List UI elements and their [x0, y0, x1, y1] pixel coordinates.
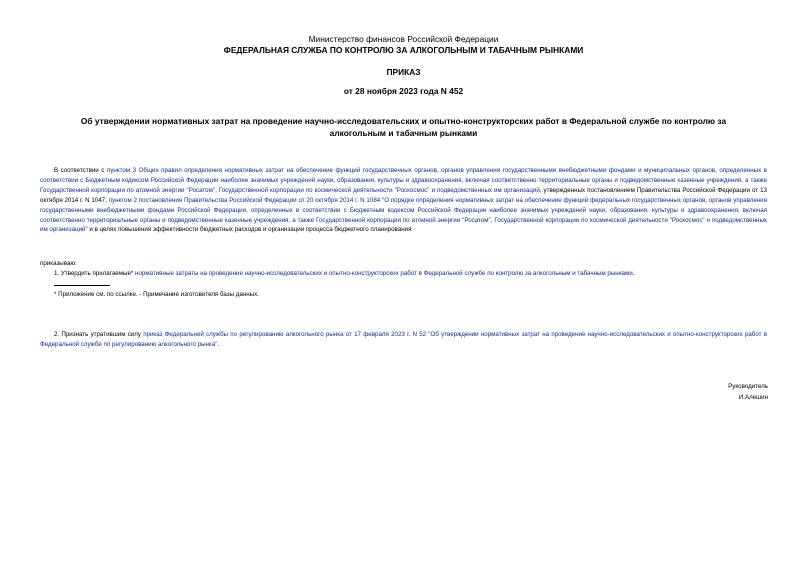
document-date-number: от 28 ноября 2023 года N 452 — [343, 86, 464, 96]
signature-position: Руководитель — [728, 383, 768, 390]
preamble-mid: , утвержденных постановлением Правительства Российской Федерации от 13 октября 2014 г. N 1047, — [40, 186, 767, 204]
preamble-tail: и в целях повышения эффективности бюджетных расходов и организации процесса бюджетного планирования — [87, 226, 412, 234]
item-1-lead: 1. Утвердить прилагаемые* — [54, 270, 136, 277]
service-name: ФЕДЕРАЛЬНАЯ СЛУЖБА ПО КОНТРОЛЮ ЗА АЛКОГОЛЬНЫМ И ТАБАЧНЫМ РЫНКАМИ — [223, 45, 584, 55]
item-2-lead: 2. Признать утратившим силу — [54, 331, 144, 338]
preamble-lead: В соответствии с — [54, 167, 107, 174]
item-2-link[interactable]: приказ Федеральной службы по регулированию алкогольного рынка от 17 февраля 2023 г. N 52 "Об утверждении нормативных затрат на проведение научно-исследовательских и опытно-конструкторских работ в Федеральной службе по регулированию алкогольного рынка" — [40, 331, 767, 348]
item-1-tail: . — [632, 270, 635, 277]
footnote: * Приложение см. по ссылке. - Примечание изготовителя базы данных. — [54, 291, 259, 298]
signature-name: И.Алешин — [738, 394, 768, 401]
order-word: приказываю: — [40, 260, 77, 267]
document-type: ПРИКАЗ — [386, 67, 421, 77]
item-2 — [40, 330, 767, 350]
ministry-name: Министерство финансов Российской Федерации — [308, 34, 499, 44]
preamble-paragraph — [40, 166, 767, 235]
item-1-link[interactable]: нормативные затраты на проведение научно-исследовательских и опытно-конструкторских работ в Федеральной службе по контролю за алкогольным и табачным рынками — [135, 270, 633, 277]
item-2-tail: . — [217, 340, 220, 348]
footnote-divider — [54, 285, 110, 286]
preamble-link-decree[interactable]: пунктом 2 постановления Правительства Российской Федерации от 20 октября 2014 г. N 1084 "О порядке определения нормативных затрат на обеспечение функций федеральных государственных органов, органов управления государственными внебюджетными фондами Российской Федерации, определенных в соответствии с Бюджетным кодексом Российской Федерации наиболее значимых учреждений науки, образования, культуры и здравоохранения, включая соответственно территориальные органы и подведомственные казенные учреждения, а также Государственной корпорации по атомной энергии "Росатом", Государственной корпорации по космической деятельности "Роскосмос" и подведомственных им организаций" — [40, 196, 767, 234]
item-1 — [54, 269, 634, 279]
document-title: Об утверждении нормативных затрат на проведение научно-исследовательских и опытно-конструкторских работ в Федеральной службе по контролю за алкогольным и табачным рынками — [80, 116, 727, 138]
preamble-link-rules[interactable]: пунктом 3 Общих правил определения нормативных затрат на обеспечение функций государственных органов, органов управления государственными внебюджетными фондами и муниципальных органов, определенных в соответствии с Бюджетным кодексом Российской Федерации наиболее значимых учреждений науки, образования, культуры и здравоохранения, включая соответственно территориальные органы и подведомственные казенные учреждения, а также Государственной корпорации по атомной энергии "Росатом", Государственной корпорации по космической деятельности "Роскосмос" и подведомственных им организаций — [40, 167, 768, 194]
